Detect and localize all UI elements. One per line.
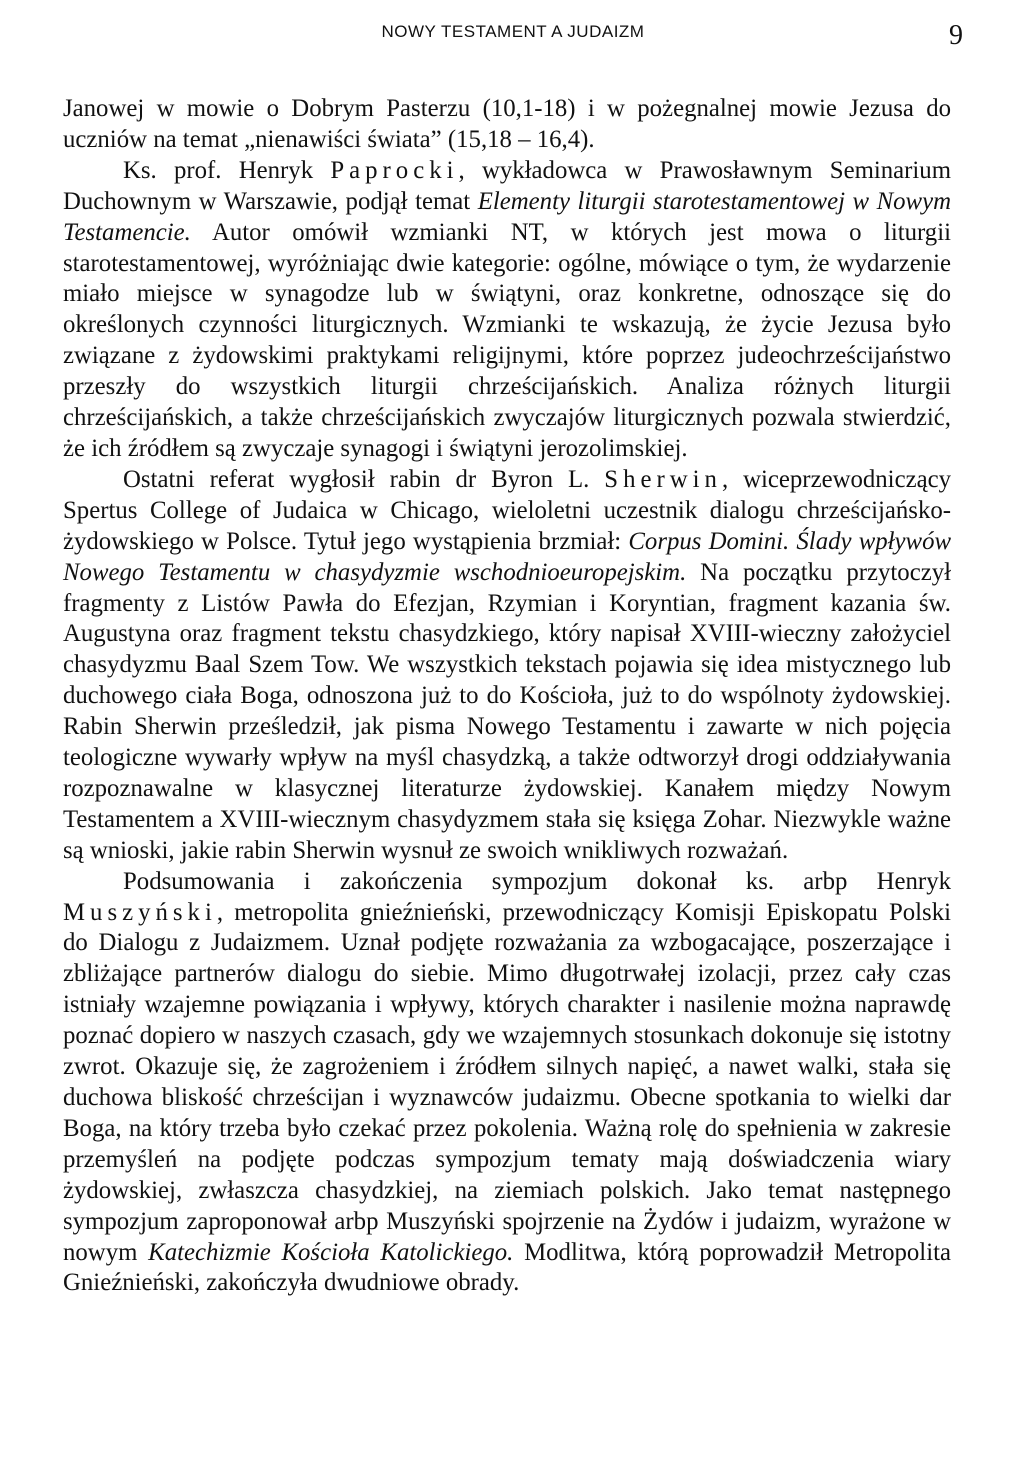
person-name-spaced: Muszyński	[63, 898, 217, 926]
paragraph	[63, 94, 951, 156]
paragraph	[63, 465, 951, 867]
paragraph	[63, 156, 951, 465]
paragraph	[63, 867, 951, 1300]
page-number: 9	[949, 20, 963, 51]
paragraph-text: Modlitwa, którą poprowadził Metropolita Gnieźnieński, zakończyła dwudniowe obrady.	[63, 1238, 951, 1297]
person-name-spaced: Paprocki	[330, 156, 459, 184]
body-text	[63, 94, 951, 1299]
page-header	[63, 20, 963, 60]
paragraph-text: Janowej w mowie o Dobrym Pasterzu (10,1-18) i w pożegnalnej mowie Jezusa do uczniów na temat „nienawiści świata” (15,18 – 16,4).	[63, 95, 951, 153]
paragraph-text: Autor omówił wzmianki NT, w których jest mowa o liturgii starotestamentowej, wyróżniając dwie kategorie: ogólne, mówiące o tym, że wydarzenie miało miejsce w synagodze lub w świątyni, oraz konkretne, odnoszące się do określonych czynności liturgicznych. Wzmianki te wskazują, że życie Jezusa było związane z żydowskimi praktykami religijnymi, które poprzez judeochrześcijaństwo przeszły do wszystkich liturgii chrześcijańskich. Analiza różnych liturgii chrześcijańskich, a także chrześcijańskich zwyczajów liturgicznych pozwala stwierdzić, że ich źródłem są zwyczaje synagogi i świątyni jerozolimskiej.	[63, 218, 951, 462]
person-name-spaced: Sherwin	[604, 465, 722, 493]
running-head: NOWY TESTAMENT A JUDAIZM	[381, 22, 645, 41]
paragraph-text: , wykładowca w Prawosławnym Seminarium Duchownym w Warszawie, podjął temat	[63, 156, 951, 215]
paragraph-text: , metropolita gnieźnieński, przewodniczący Komisji Episkopatu Polski do Dialogu z Judaizmem. Uznał podjęte rozważania za wzbogacające, poszerzające i zbliżające partnerów dialogu do siebie. Mimo długotrwałej izolacji, przez cały czas istniały wzajemne powiązania i wpływy, których charakter i nasilenie można naprawdę poznać dopiero w naszych czasach, gdy we wzajemnych stosunkach dokonuje się istotny zwrot. Okazuje się, że zagrożeniem i źródłem silnych napięć, a nawet walki, stała się duchowa bliskość chrześcijan i wyznawców judaizmu. Obecne spotkania to wielki dar Boga, na który trzeba było czekać przez pokolenia. Ważną rolę do spełnienia w zakresie przemyśleń na podjęte podczas sympozjum tematy mają doświadczenia wiary żydowskiej, zwłaszcza chasydzkiej, na ziemiach polskich. Jako temat następnego sympozjum zaproponował arbp Muszyński spojrzenie na Żydów i judaizm, wyrażone w nowym	[63, 898, 951, 1266]
paragraph-text: , wiceprzewodniczący Spertus College of Judaica w Chicago, wieloletni uczestnik dialogu chrześcijańsko-żydowskiego w Polsce. Tytuł jego wystąpienia brzmiał:	[63, 465, 951, 555]
paragraph-text: Podsumowania i zakończenia sympozjum dokonał ks. arbp Henryk	[123, 867, 951, 895]
paragraph-text: Na początku przytoczył fragmenty z Listów Pawła do Efezjan, Rzymian i Koryntian, fragment kazania św. Augustyna oraz fragment tekstu chasydzkiego, który napisał XVIII-wieczny założyciel chasydyzmu Baal Szem Tow. We wszystkich tekstach pojawia się idea mistycznego lub duchowego ciała Boga, odnoszona już to do Kościoła, już to do wspólnoty żydowskiej. Rabin Sherwin prześledził, jak pisma Nowego Testamentu i zawarte w nich pojęcia teologiczne wywarły wpływ na myśl chasydzką, a także odtworzył drogi oddziaływania rozpoznawalne w klasycznej literaturze żydowskiej. Kanałem między Nowym Testamentem a XVIII-wiecznym chasydyzmem stała się księga Zohar. Niezwykle ważne są wnioski, jakie rabin Sherwin wysnuł ze swoich wnikliwych rozważań.	[63, 558, 951, 864]
lecture-title: Corpus Domini. Ślady wpływów Nowego Testamentu w chasydyzmie wschodnioeuropejskim.	[63, 527, 952, 586]
paragraph-text: Ks. prof. Henryk	[123, 156, 331, 184]
book-title: Katechizmie Kościoła Katolickiego.	[148, 1238, 514, 1266]
paragraph-text: Ostatni referat wygłosił rabin dr Byron L.	[123, 465, 605, 493]
lecture-title: Elementy liturgii starotestamentowej w Nowym Testamencie.	[63, 187, 951, 246]
